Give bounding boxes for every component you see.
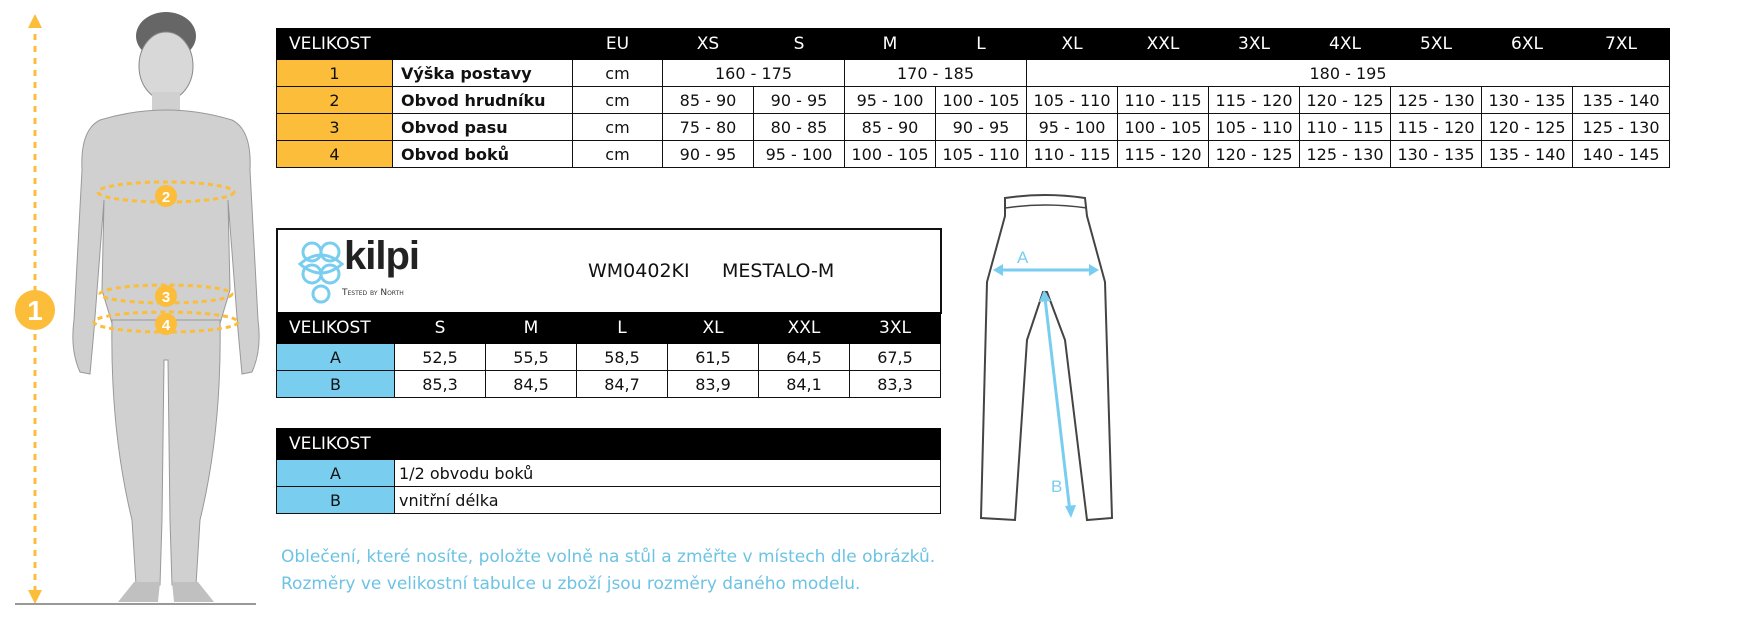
table-cell: 130 - 135 <box>1391 141 1482 168</box>
row-unit: cm <box>573 60 663 87</box>
table-cell: 140 - 145 <box>1573 141 1670 168</box>
row-label: Obvod boků <box>393 141 573 168</box>
header-cell: VELIKOST <box>277 429 941 460</box>
row-number: 3 <box>277 114 393 141</box>
table-cell: 83,9 <box>668 371 759 398</box>
table-cell: 67,5 <box>850 344 941 371</box>
table-row <box>277 87 1670 114</box>
measurement-legend-table <box>276 428 941 514</box>
header-cell: L <box>936 29 1027 60</box>
header-cell: XS <box>663 29 754 60</box>
row-number: 4 <box>277 141 393 168</box>
table-cell: 84,5 <box>486 371 577 398</box>
size-table-header <box>277 29 1670 60</box>
table-cell: 105 - 110 <box>1027 87 1118 114</box>
table-row <box>277 114 1670 141</box>
table-cell: 100 - 105 <box>936 87 1027 114</box>
row-label: B <box>277 487 395 514</box>
table-cell: 58,5 <box>577 344 668 371</box>
table-cell: 95 - 100 <box>845 87 936 114</box>
table-cell: 115 - 120 <box>1209 87 1300 114</box>
marker-3: 3 <box>161 289 171 306</box>
marker-2: 2 <box>161 189 171 206</box>
table-row <box>277 460 941 487</box>
legend-text: vnitřní délka <box>395 487 941 514</box>
table-cell: 84,1 <box>759 371 850 398</box>
header-cell: M <box>486 313 577 344</box>
table-cell: 110 - 115 <box>1118 87 1209 114</box>
row-number: 2 <box>277 87 393 114</box>
marker-1: 1 <box>27 295 43 326</box>
header-cell: VELIKOST <box>277 29 393 60</box>
table-cell: 115 - 120 <box>1391 114 1482 141</box>
table-cell: 180 - 195 <box>1027 60 1670 87</box>
row-label: Obvod pasu <box>393 114 573 141</box>
table-row <box>277 60 1670 87</box>
table-cell: 100 - 105 <box>845 141 936 168</box>
table-cell: 110 - 115 <box>1300 114 1391 141</box>
header-cell: XL <box>668 313 759 344</box>
table-cell: 160 - 175 <box>663 60 845 87</box>
table-cell: 52,5 <box>395 344 486 371</box>
row-unit: cm <box>573 141 663 168</box>
marker-4: 4 <box>161 317 171 334</box>
model-note: Rozměry ve velikostní tabulce u zboží jsou rozměry daného modelu. <box>281 574 861 594</box>
table-cell: 83,3 <box>850 371 941 398</box>
row-label: Výška postavy <box>393 60 573 87</box>
product-name: MESTALO-M <box>722 260 835 282</box>
table-cell: 125 - 130 <box>1573 114 1670 141</box>
table-cell: 75 - 80 <box>663 114 754 141</box>
table-row <box>277 487 941 514</box>
pants-diagram <box>975 190 1125 530</box>
table-cell: 105 - 110 <box>1209 114 1300 141</box>
table-cell: 135 - 140 <box>1573 87 1670 114</box>
table-cell: 84,7 <box>577 371 668 398</box>
header-cell: 4XL <box>1300 29 1391 60</box>
measurement-note: Oblečení, které nosíte, položte volně na stůl a změřte v místech dle obrázků. <box>281 547 936 567</box>
header-cell: 5XL <box>1391 29 1482 60</box>
legend-header <box>277 429 941 460</box>
table-cell: 90 - 95 <box>754 87 845 114</box>
legend-text: 1/2 obvodu boků <box>395 460 941 487</box>
table-cell: 100 - 105 <box>1118 114 1209 141</box>
table-cell: 110 - 115 <box>1027 141 1118 168</box>
product-header <box>276 228 942 314</box>
table-cell: 85 - 90 <box>845 114 936 141</box>
table-cell: 95 - 100 <box>1027 114 1118 141</box>
row-label: B <box>277 371 395 398</box>
product-size-table <box>276 312 941 398</box>
header-cell: 3XL <box>1209 29 1300 60</box>
table-row <box>277 371 941 398</box>
table-cell: 115 - 120 <box>1118 141 1209 168</box>
table-cell: 130 - 135 <box>1482 87 1573 114</box>
header-cell: 3XL <box>850 313 941 344</box>
row-label: A <box>277 460 395 487</box>
table-cell: 61,5 <box>668 344 759 371</box>
table-cell: 120 - 125 <box>1300 87 1391 114</box>
header-cell: S <box>754 29 845 60</box>
pants-label-a: A <box>1017 248 1029 267</box>
kilpi-tagline: Tested by North <box>342 288 404 298</box>
row-unit: cm <box>573 87 663 114</box>
header-cell: XL <box>1027 29 1118 60</box>
table-row <box>277 141 1670 168</box>
table-cell: 120 - 125 <box>1209 141 1300 168</box>
table-cell: 105 - 110 <box>936 141 1027 168</box>
header-cell: 6XL <box>1482 29 1573 60</box>
table-cell: 125 - 130 <box>1300 141 1391 168</box>
table-cell: 125 - 130 <box>1391 87 1482 114</box>
table-cell: 55,5 <box>486 344 577 371</box>
kilpi-logo-text: kilpi <box>344 234 420 278</box>
body-measurement-figure <box>0 0 270 628</box>
header-cell <box>393 29 573 60</box>
table-cell: 90 - 95 <box>663 141 754 168</box>
row-label: A <box>277 344 395 371</box>
table-cell: 85 - 90 <box>663 87 754 114</box>
header-cell: 7XL <box>1573 29 1670 60</box>
pants-label-b: B <box>1051 477 1063 496</box>
product-code: WM0402KI <box>588 260 690 282</box>
table-cell: 85,3 <box>395 371 486 398</box>
table-cell: 64,5 <box>759 344 850 371</box>
row-label: Obvod hrudníku <box>393 87 573 114</box>
table-cell: 135 - 140 <box>1482 141 1573 168</box>
row-unit: cm <box>573 114 663 141</box>
header-cell: XXL <box>759 313 850 344</box>
size-table <box>276 28 1670 168</box>
product-table-header <box>277 313 941 344</box>
table-cell: 120 - 125 <box>1482 114 1573 141</box>
row-number: 1 <box>277 60 393 87</box>
table-cell: 95 - 100 <box>754 141 845 168</box>
table-cell: 90 - 95 <box>936 114 1027 141</box>
table-row <box>277 344 941 371</box>
table-cell: 170 - 185 <box>845 60 1027 87</box>
header-cell: EU <box>573 29 663 60</box>
header-cell: S <box>395 313 486 344</box>
header-cell: XXL <box>1118 29 1209 60</box>
table-cell: 80 - 85 <box>754 114 845 141</box>
header-cell: VELIKOST <box>277 313 395 344</box>
header-cell: M <box>845 29 936 60</box>
header-cell: L <box>577 313 668 344</box>
